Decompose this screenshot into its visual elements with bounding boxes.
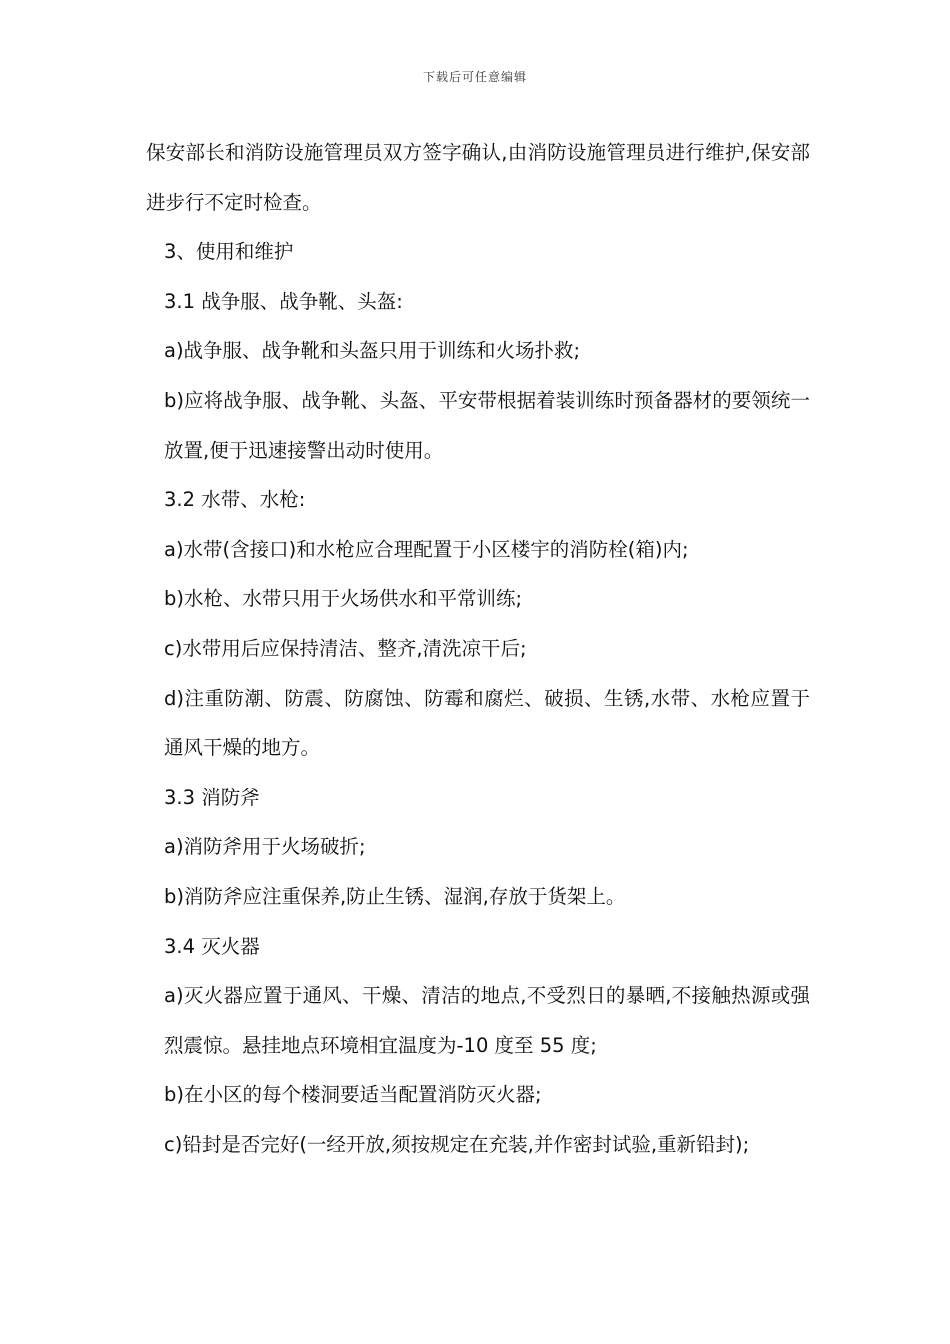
paragraph: a)战争服、战争靴和头盔只用于训练和火场扑救; [164, 339, 581, 363]
paragraph: 3.4 灭火器 [164, 934, 260, 958]
paragraph: b)水枪、水带只用于火场供水和平常训练; [164, 587, 523, 611]
paragraph: 3.1 战争服、战争靴、头盔: [164, 289, 403, 313]
paragraph: c)铅封是否完好(一经开放,须按规定在充装,并作密封试验,重新铅封); [164, 1132, 750, 1156]
paragraph: b)在小区的每个楼洞要适当配置消防灭火器; [164, 1083, 542, 1107]
paragraph: b)应将战争服、战争靴、头盔、平安带根据着装训练时预备器材的要领统一放置,便于迅速接警出动时使用。 [164, 388, 810, 462]
paragraph: a)水带(含接口)和水枪应合理配置于小区楼宇的消防栓(箱)内; [164, 537, 689, 561]
page-header: 下载后可任意编辑 [422, 70, 527, 84]
paragraph: 保安部长和消防设施管理员双方签字确认,由消防设施管理员进行维护,保安部进步行不定时检查。 [146, 141, 810, 214]
paragraph: a)消防斧用于火场破折; [164, 835, 366, 859]
paragraph: a)灭火器应置于通风、干燥、清洁的地点,不受烈日的暴晒,不接触热源或强烈震惊。悬挂地点环境相宜温度为-10 度至 55 度; [164, 984, 810, 1057]
paragraph: 3、使用和维护 [164, 240, 294, 264]
paragraph: d)注重防潮、防震、防腐蚀、防霉和腐烂、破损、生锈,水带、水枪应置于通风干燥的地方。 [164, 686, 810, 760]
document-body [146, 128, 810, 1169]
paragraph: c)水带用后应保持清洁、整齐,清洗凉干后; [164, 636, 527, 660]
paragraph: b)消防斧应注重保养,防止生锈、湿润,存放于货架上。 [164, 884, 626, 908]
paragraph: 3.2 水带、水枪: [164, 488, 306, 512]
paragraph: 3.3 消防斧 [164, 785, 260, 809]
